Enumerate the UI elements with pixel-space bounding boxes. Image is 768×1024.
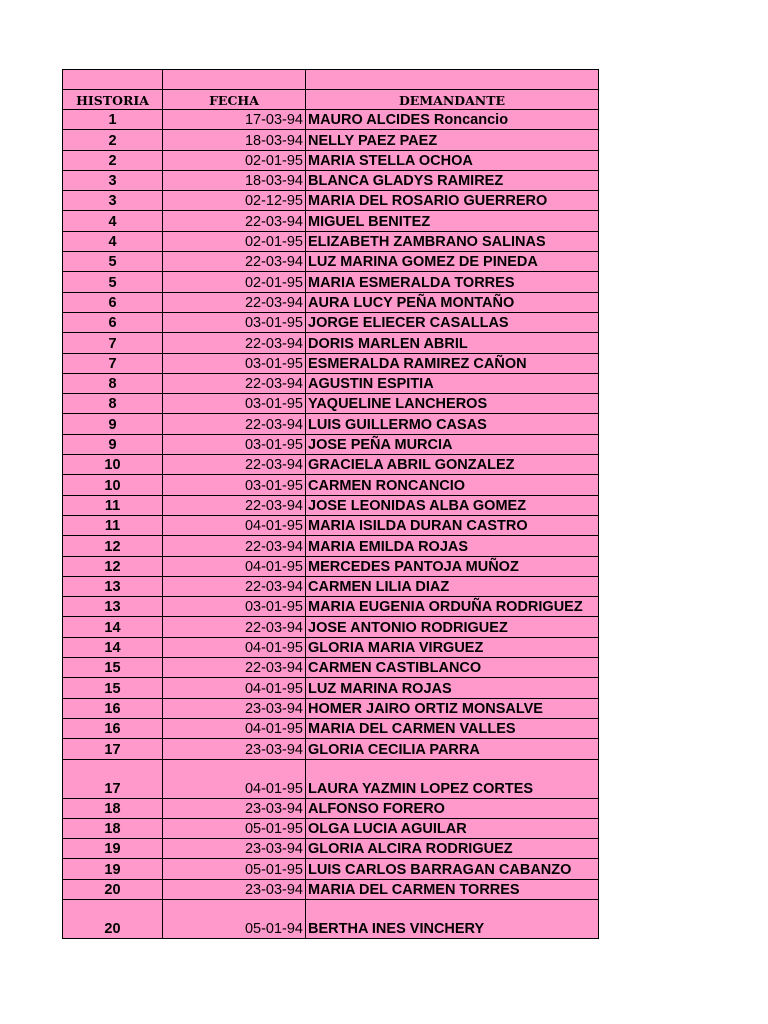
demandante-cell[interactable]: MARIA EMILDA ROJAS <box>306 536 599 556</box>
historia-cell[interactable]: 16 <box>63 698 163 718</box>
historia-cell[interactable]: 11 <box>63 515 163 535</box>
historia-cell[interactable]: 19 <box>63 839 163 859</box>
fecha-cell[interactable]: 17-03-94 <box>163 110 306 130</box>
fecha-cell[interactable]: 03-01-95 <box>163 353 306 373</box>
fecha-cell[interactable]: 02-12-95 <box>163 191 306 211</box>
demandante-cell[interactable]: MIGUEL BENITEZ <box>306 211 599 231</box>
fecha-cell[interactable]: 22-03-94 <box>163 211 306 231</box>
historia-cell[interactable]: 6 <box>63 312 163 332</box>
blank-row <box>63 70 599 90</box>
table-row <box>63 475 599 495</box>
historia-cell[interactable]: 2 <box>63 150 163 170</box>
table-row <box>63 556 599 576</box>
table-body <box>63 70 599 939</box>
table-row <box>63 130 599 150</box>
fecha-cell[interactable]: 22-03-94 <box>163 292 306 312</box>
fecha-cell[interactable]: 22-03-94 <box>163 455 306 475</box>
fecha-cell[interactable]: 04-01-95 <box>163 556 306 576</box>
fecha-cell[interactable]: 22-03-94 <box>163 536 306 556</box>
fecha-cell[interactable]: 04-01-95 <box>163 515 306 535</box>
fecha-cell[interactable]: 04-01-95 <box>163 678 306 698</box>
historia-cell[interactable]: 11 <box>63 495 163 515</box>
historia-cell[interactable]: 18 <box>63 798 163 818</box>
demandante-cell[interactable]: MARIA DEL ROSARIO GUERRERO <box>306 191 599 211</box>
historia-cell[interactable]: 9 <box>63 414 163 434</box>
demandante-cell[interactable]: LUZ MARINA ROJAS <box>306 678 599 698</box>
fecha-cell[interactable]: 18-03-94 <box>163 130 306 150</box>
fecha-cell[interactable]: 23-03-94 <box>163 798 306 818</box>
fecha-cell[interactable]: 23-03-94 <box>163 839 306 859</box>
table-row <box>63 150 599 170</box>
table-row <box>63 718 599 738</box>
historia-cell[interactable]: 5 <box>63 272 163 292</box>
fecha-cell[interactable]: 04-01-95 <box>163 718 306 738</box>
table-row <box>63 678 599 698</box>
table-row <box>63 536 599 556</box>
demandante-cell[interactable]: GLORIA MARIA VIRGUEZ <box>306 637 599 657</box>
fecha-cell[interactable]: 22-03-94 <box>163 414 306 434</box>
demandante-cell[interactable]: YAQUELINE LANCHEROS <box>306 394 599 414</box>
blank-cell[interactable] <box>306 70 599 90</box>
demandante-cell[interactable]: MARIA ISILDA DURAN CASTRO <box>306 515 599 535</box>
table-row <box>63 252 599 272</box>
demandante-cell[interactable]: ELIZABETH ZAMBRANO SALINAS <box>306 231 599 251</box>
demandante-cell[interactable]: DORIS MARLEN ABRIL <box>306 333 599 353</box>
demandante-cell[interactable]: AGUSTIN ESPITIA <box>306 373 599 393</box>
historia-cell[interactable]: 2 <box>63 130 163 150</box>
demandante-cell[interactable]: CARMEN RONCANCIO <box>306 475 599 495</box>
demandante-cell[interactable]: MERCEDES PANTOJA MUÑOZ <box>306 556 599 576</box>
table-row <box>63 191 599 211</box>
historia-cell[interactable]: 16 <box>63 718 163 738</box>
demandante-cell[interactable]: OLGA LUCIA AGUILAR <box>306 818 599 838</box>
table-row <box>63 839 599 859</box>
table-row <box>63 333 599 353</box>
historia-cell[interactable]: 17 <box>63 759 163 798</box>
table-row <box>63 617 599 637</box>
historia-cell[interactable]: 14 <box>63 617 163 637</box>
demandante-cell[interactable]: GLORIA CECILIA PARRA <box>306 739 599 759</box>
fecha-cell[interactable]: 22-03-94 <box>163 373 306 393</box>
table-row <box>63 455 599 475</box>
blank-cell[interactable] <box>63 70 163 90</box>
historia-cell[interactable]: 10 <box>63 475 163 495</box>
historia-cell[interactable]: 7 <box>63 333 163 353</box>
header-historia[interactable]: HISTORIA <box>63 90 163 110</box>
demandante-cell[interactable]: LUIS CARLOS BARRAGAN CABANZO <box>306 859 599 879</box>
historia-cell[interactable]: 18 <box>63 818 163 838</box>
table-row <box>63 658 599 678</box>
fecha-cell[interactable]: 22-03-94 <box>163 495 306 515</box>
table-row <box>63 879 599 899</box>
fecha-cell[interactable]: 22-03-94 <box>163 252 306 272</box>
historia-cell[interactable]: 13 <box>63 597 163 617</box>
header-demandante[interactable]: DEMANDANTE <box>306 90 599 110</box>
table-row <box>63 899 599 938</box>
fecha-cell[interactable]: 22-03-94 <box>163 658 306 678</box>
fecha-cell[interactable]: 03-01-95 <box>163 312 306 332</box>
demandante-cell[interactable]: JOSE ANTONIO RODRIGUEZ <box>306 617 599 637</box>
historia-cell[interactable]: 4 <box>63 231 163 251</box>
demandante-cell[interactable]: MARIA EUGENIA ORDUÑA RODRIGUEZ <box>306 597 599 617</box>
demandante-cell[interactable]: MAURO ALCIDES Roncancio <box>306 110 599 130</box>
demandante-cell[interactable]: BERTHA INES VINCHERY <box>306 899 599 938</box>
demandante-cell[interactable]: BLANCA GLADYS RAMIREZ <box>306 170 599 190</box>
demandante-cell[interactable]: NELLY PAEZ PAEZ <box>306 130 599 150</box>
table-row <box>63 637 599 657</box>
demandante-cell[interactable]: AURA LUCY PEÑA MONTAÑO <box>306 292 599 312</box>
table-row <box>63 759 599 798</box>
demandante-cell[interactable]: MARIA STELLA OCHOA <box>306 150 599 170</box>
table-row <box>63 515 599 535</box>
historia-cell[interactable]: 3 <box>63 170 163 190</box>
fecha-cell[interactable]: 04-01-95 <box>163 637 306 657</box>
fecha-cell[interactable]: 05-01-95 <box>163 818 306 838</box>
historia-cell[interactable]: 9 <box>63 434 163 454</box>
demandante-cell[interactable]: MARIA ESMERALDA TORRES <box>306 272 599 292</box>
fecha-cell[interactable]: 03-01-95 <box>163 597 306 617</box>
historia-cell[interactable]: 15 <box>63 678 163 698</box>
table-row <box>63 739 599 759</box>
fecha-cell[interactable]: 02-01-95 <box>163 150 306 170</box>
table-row <box>63 312 599 332</box>
demandante-cell[interactable]: LUIS GUILLERMO CASAS <box>306 414 599 434</box>
historia-cell[interactable]: 20 <box>63 879 163 899</box>
table-row <box>63 597 599 617</box>
historia-cell[interactable]: 8 <box>63 373 163 393</box>
table-row <box>63 373 599 393</box>
demandante-cell[interactable]: LAURA YAZMIN LOPEZ CORTES <box>306 759 599 798</box>
demandante-cell[interactable]: JORGE ELIECER CASALLAS <box>306 312 599 332</box>
historia-cell[interactable]: 14 <box>63 637 163 657</box>
demandante-cell[interactable]: GRACIELA ABRIL GONZALEZ <box>306 455 599 475</box>
fecha-cell[interactable]: 02-01-95 <box>163 231 306 251</box>
historia-cell[interactable]: 17 <box>63 739 163 759</box>
table-row <box>63 495 599 515</box>
spreadsheet-table <box>62 69 599 939</box>
historia-cell[interactable]: 12 <box>63 536 163 556</box>
demandante-cell[interactable]: LUZ MARINA GOMEZ DE PINEDA <box>306 252 599 272</box>
table-row <box>63 231 599 251</box>
fecha-cell[interactable]: 03-01-95 <box>163 434 306 454</box>
historia-cell[interactable]: 5 <box>63 252 163 272</box>
table-row <box>63 576 599 596</box>
demandante-cell[interactable]: ALFONSO FORERO <box>306 798 599 818</box>
fecha-cell[interactable]: 03-01-95 <box>163 475 306 495</box>
demandante-cell[interactable]: ESMERALDA RAMIREZ CAÑON <box>306 353 599 373</box>
fecha-cell[interactable]: 22-03-94 <box>163 333 306 353</box>
fecha-cell[interactable]: 03-01-95 <box>163 394 306 414</box>
demandante-cell[interactable]: HOMER JAIRO ORTIZ MONSALVE <box>306 698 599 718</box>
table-row <box>63 211 599 231</box>
table-row <box>63 434 599 454</box>
historia-cell[interactable]: 8 <box>63 394 163 414</box>
fecha-cell[interactable]: 04-01-95 <box>163 759 306 798</box>
historia-cell[interactable]: 10 <box>63 455 163 475</box>
demandante-cell[interactable]: CARMEN LILIA DIAZ <box>306 576 599 596</box>
fecha-cell[interactable]: 23-03-94 <box>163 739 306 759</box>
demandante-cell[interactable]: GLORIA ALCIRA RODRIGUEZ <box>306 839 599 859</box>
table-row <box>63 798 599 818</box>
historia-cell[interactable]: 15 <box>63 658 163 678</box>
historia-cell[interactable]: 20 <box>63 899 163 938</box>
table-row <box>63 292 599 312</box>
table-row <box>63 698 599 718</box>
fecha-cell[interactable]: 05-01-95 <box>163 859 306 879</box>
header-row <box>63 90 599 110</box>
table-row <box>63 170 599 190</box>
fecha-cell[interactable]: 02-01-95 <box>163 272 306 292</box>
table-row <box>63 110 599 130</box>
demandante-cell[interactable]: MARIA DEL CARMEN TORRES <box>306 879 599 899</box>
table-row <box>63 353 599 373</box>
fecha-cell[interactable]: 22-03-94 <box>163 617 306 637</box>
table-row <box>63 818 599 838</box>
historia-cell[interactable]: 19 <box>63 859 163 879</box>
table-row <box>63 414 599 434</box>
historia-cell[interactable]: 6 <box>63 292 163 312</box>
blank-cell[interactable] <box>163 70 306 90</box>
historia-cell[interactable]: 3 <box>63 191 163 211</box>
fecha-cell[interactable]: 23-03-94 <box>163 698 306 718</box>
demandante-cell[interactable]: JOSE PEÑA MURCIA <box>306 434 599 454</box>
historia-cell[interactable]: 13 <box>63 576 163 596</box>
historia-cell[interactable]: 12 <box>63 556 163 576</box>
table-row <box>63 394 599 414</box>
historia-cell[interactable]: 1 <box>63 110 163 130</box>
demandante-cell[interactable]: CARMEN CASTIBLANCO <box>306 658 599 678</box>
historia-cell[interactable]: 4 <box>63 211 163 231</box>
demandante-cell[interactable]: MARIA DEL CARMEN VALLES <box>306 718 599 738</box>
table-row <box>63 272 599 292</box>
historia-cell[interactable]: 7 <box>63 353 163 373</box>
fecha-cell[interactable]: 18-03-94 <box>163 170 306 190</box>
header-fecha[interactable]: FECHA <box>163 90 306 110</box>
fecha-cell[interactable]: 05-01-94 <box>163 899 306 938</box>
fecha-cell[interactable]: 23-03-94 <box>163 879 306 899</box>
fecha-cell[interactable]: 22-03-94 <box>163 576 306 596</box>
demandante-cell[interactable]: JOSE LEONIDAS ALBA GOMEZ <box>306 495 599 515</box>
table-row <box>63 859 599 879</box>
